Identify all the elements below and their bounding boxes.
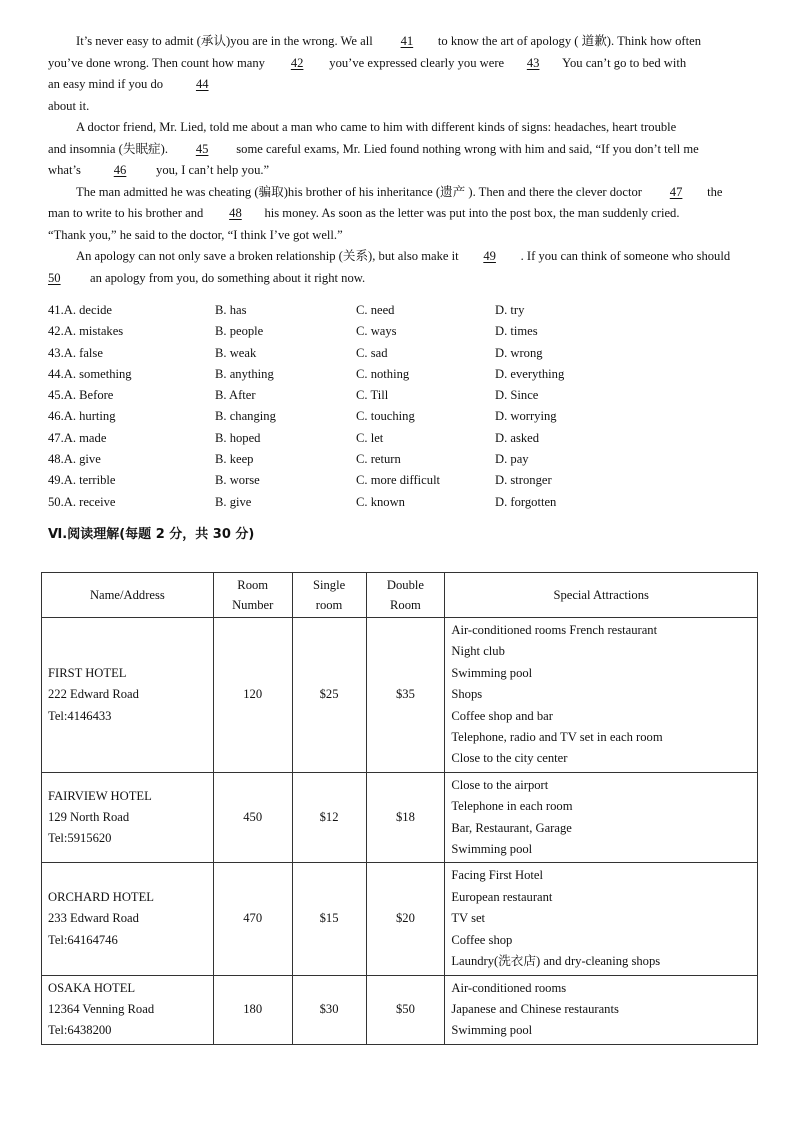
option-d: D. forgotten <box>495 494 557 509</box>
blank-45: 45 <box>195 141 209 156</box>
option-c: C. nothing <box>356 366 410 381</box>
hotel-name-address: ORCHARD HOTEL 233 Edward Road Tel:64164746 <box>42 863 214 975</box>
passage-line <box>48 96 794 118</box>
passage-text: You can’t go to bed with <box>562 55 687 70</box>
option-d: D. worrying <box>495 409 557 424</box>
section-heading: Ⅵ.阅读理解(每题 2 分，共 30 分) <box>48 527 255 542</box>
blank-46: 46 <box>113 163 127 177</box>
option-c: C. more difficult <box>356 473 441 488</box>
passage-text: to know the art of apology ( 道歉). Think how often <box>437 34 702 48</box>
option-a: 50.A. receive <box>48 494 116 509</box>
blank-50: 50 <box>48 270 61 285</box>
special-attractions: Air-conditioned rooms French restaurant Night club Swimming pool Shops Coffee shop and bar Telephone, radio and TV set in each room Close to the city center <box>445 618 758 773</box>
passage-line <box>48 225 794 247</box>
room-number: 450 <box>213 772 292 863</box>
option-b: B. After <box>215 388 256 403</box>
room-number: 470 <box>213 863 292 975</box>
option-b: B. anything <box>215 366 274 381</box>
double-price: $50 <box>366 975 445 1044</box>
special-attractions: Air-conditioned rooms Japanese and Chinese restaurants Swimming pool <box>445 975 758 1044</box>
option-a: 45.A. Before <box>48 388 114 403</box>
passage-text: about it. <box>48 98 90 113</box>
passage-line <box>48 203 794 225</box>
header-double-room: Double Room <box>366 573 445 618</box>
blank-49: 49 <box>483 249 496 263</box>
option-d: D. try <box>495 303 525 317</box>
cloze-passage <box>48 31 794 289</box>
table-row <box>42 618 758 773</box>
option-b: B. has <box>215 303 247 317</box>
passage-text: An apology can not only save a broken relationship (关系), but also make it <box>76 249 459 263</box>
header-room-number: Room Number <box>213 573 292 618</box>
option-a: 48.A. give <box>48 452 101 467</box>
header-name-address: Name/Address <box>42 573 214 618</box>
special-attractions: Facing First Hotel European restaurant TV set Coffee shop Laundry(洗衣店) and dry-cleaning shops <box>445 863 758 975</box>
passage-line <box>48 74 794 96</box>
special-attractions: Close to the airport Telephone in each room Bar, Restaurant, Garage Swimming pool <box>445 772 758 863</box>
passage-text: an easy mind if you do <box>48 77 167 91</box>
single-price: $25 <box>292 618 366 773</box>
table-row <box>42 863 758 975</box>
double-price: $20 <box>366 863 445 975</box>
option-d: D. wrong <box>495 345 543 360</box>
option-c: C. let <box>356 430 384 445</box>
option-c: C. need <box>356 303 395 317</box>
passage-line <box>48 246 794 268</box>
passage-text: his money. As soon as the letter was put into the post box, the man suddenly cried. <box>264 206 680 220</box>
single-price: $30 <box>292 975 366 1044</box>
option-a: 49.A. terrible <box>48 473 116 488</box>
option-d: D. stronger <box>495 473 552 488</box>
header-special-attractions: Special Attractions <box>445 573 758 618</box>
passage-line <box>48 117 794 139</box>
passage-line <box>48 53 794 75</box>
option-d: D. asked <box>495 430 540 445</box>
option-c: C. Till <box>356 388 389 403</box>
double-price: $18 <box>366 772 445 863</box>
passage-text: man to write to his brother and <box>48 206 207 220</box>
option-d: D. Since <box>495 388 539 403</box>
option-c: C. known <box>356 494 405 509</box>
passage-text: The man admitted he was cheating (骗取)his brother of his inheritance (遗产 ). Then and there the clever doctor <box>76 184 646 199</box>
passage-text: A doctor friend, Mr. Lied, told me about a man who came to him with different kinds of signs: headaches, heart trouble <box>76 120 677 134</box>
option-c: C. ways <box>356 324 397 339</box>
option-c: C. sad <box>356 345 388 360</box>
blank-43: 43 <box>526 55 540 70</box>
passage-text: you’ve done wrong. Then count how many <box>48 55 269 70</box>
table-row <box>42 975 758 1044</box>
passage-text: what’s <box>48 163 85 177</box>
passage-line <box>48 268 794 290</box>
option-b: B. worse <box>215 473 260 488</box>
double-price: $35 <box>366 618 445 773</box>
passage-line <box>48 160 794 182</box>
passage-text: an apology from you, do something about it right now. <box>90 270 366 285</box>
hotel-name-address: FIRST HOTEL 222 Edward Road Tel:4146433 <box>42 618 214 773</box>
passage-text: some careful exams, Mr. Lied found nothing wrong with him and said, “If you don’t tell me <box>233 141 699 156</box>
hotel-table <box>41 572 758 1045</box>
option-d: D. everything <box>495 366 565 381</box>
header-single-room: Single room <box>292 573 366 618</box>
option-a: 43.A. false <box>48 345 103 360</box>
option-d: D. times <box>495 324 538 339</box>
passage-text: It’s never easy to admit (承认)you are in the wrong. We all <box>76 34 376 48</box>
room-number: 120 <box>213 618 292 773</box>
option-a: 44.A. something <box>48 366 132 381</box>
blank-48: 48 <box>229 206 242 220</box>
option-b: B. give <box>215 494 252 509</box>
passage-text: you’ve expressed clearly you were <box>326 55 505 70</box>
option-a: 41.A. decide <box>48 303 112 317</box>
option-c: C. touching <box>356 409 415 424</box>
passage-text: you, I can’t help you.” <box>156 163 270 177</box>
passage-text: . If you can think of someone who should <box>520 249 731 263</box>
option-a: 46.A. hurting <box>48 409 116 424</box>
single-price: $12 <box>292 772 366 863</box>
option-b: B. keep <box>215 452 254 467</box>
option-b: B. hoped <box>215 430 261 445</box>
hotel-name-address: OSAKA HOTEL 12364 Venning Road Tel:6438200 <box>42 975 214 1044</box>
blank-41: 41 <box>400 34 414 48</box>
table-header-row <box>42 573 758 618</box>
hotel-name-address: FAIRVIEW HOTEL 129 North Road Tel:5915620 <box>42 772 214 863</box>
passage-text: and insomnia (失眠症). <box>48 141 172 156</box>
single-price: $15 <box>292 863 366 975</box>
room-number: 180 <box>213 975 292 1044</box>
passage-text: the <box>707 184 723 199</box>
blank-44: 44 <box>195 77 209 91</box>
option-d: D. pay <box>495 452 529 467</box>
table-row <box>42 772 758 863</box>
passage-line <box>48 182 794 204</box>
option-b: B. changing <box>215 409 276 424</box>
option-b: B. people <box>215 324 264 339</box>
blank-47: 47 <box>669 184 683 199</box>
passage-line <box>48 139 794 161</box>
blank-42: 42 <box>290 55 304 70</box>
option-b: B. weak <box>215 345 257 360</box>
option-c: C. return <box>356 452 401 467</box>
option-a: 47.A. made <box>48 430 107 445</box>
option-a: 42.A. mistakes <box>48 324 124 339</box>
passage-line <box>48 31 794 53</box>
passage-text: “Thank you,” he said to the doctor, “I think I’ve got well.” <box>48 227 343 242</box>
